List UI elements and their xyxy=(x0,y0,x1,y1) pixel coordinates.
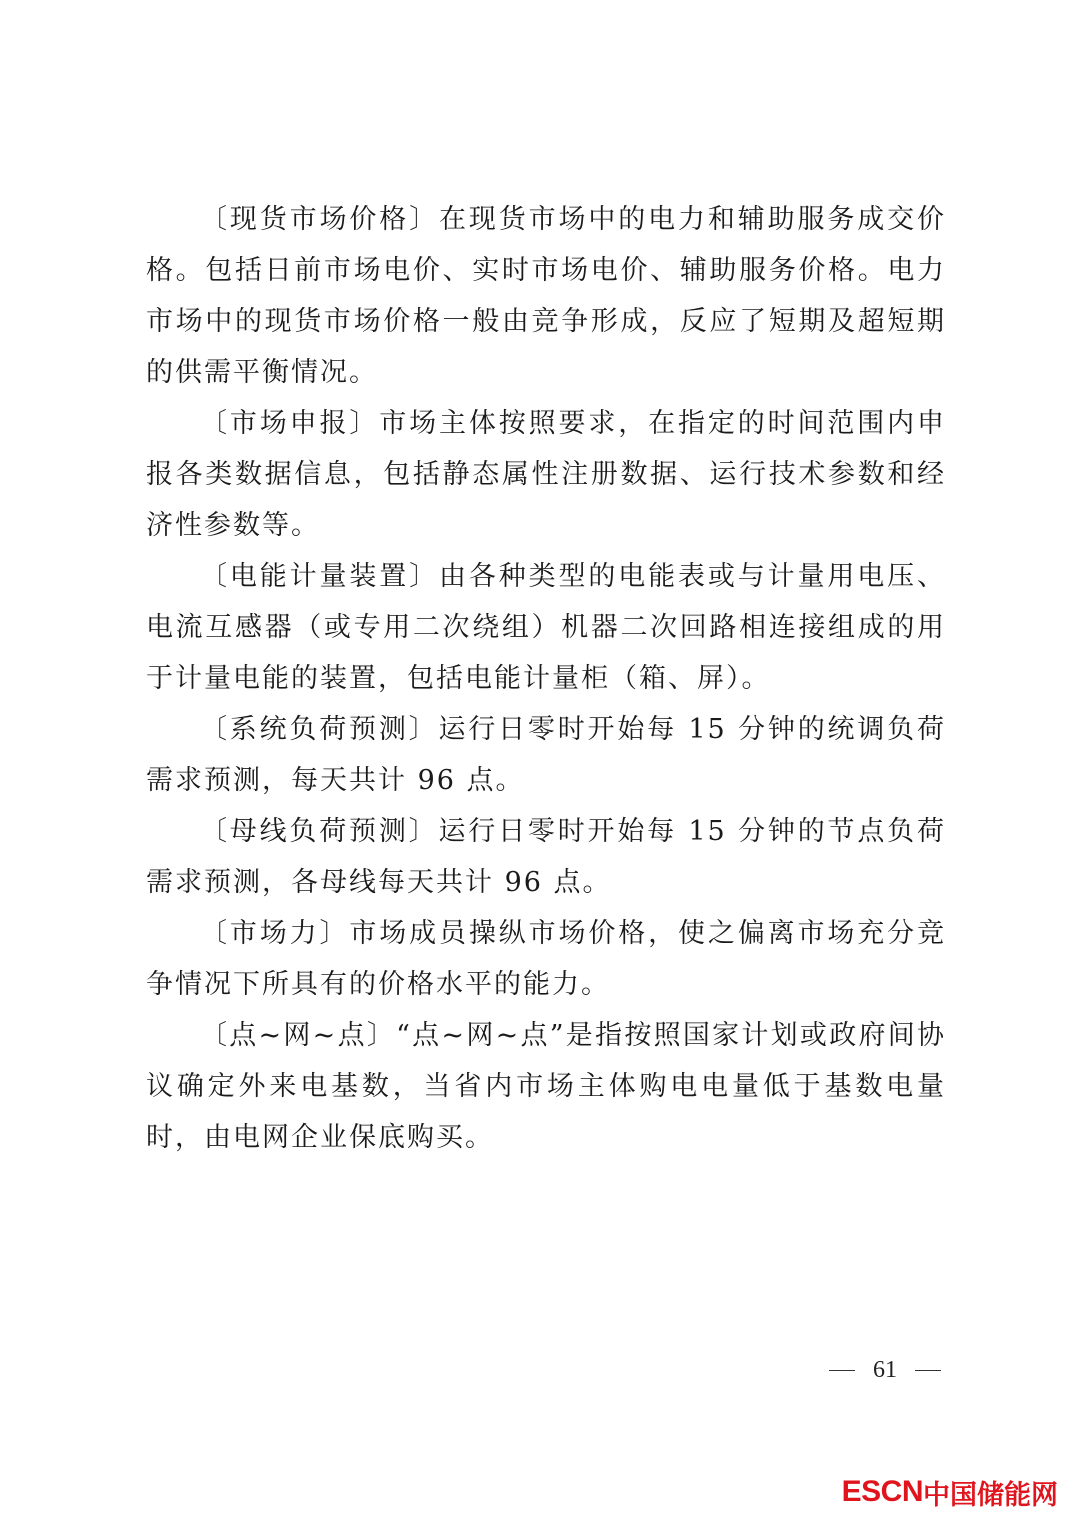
page-number-footer xyxy=(820,1352,950,1388)
right-dash xyxy=(915,1370,941,1371)
term-market-power: 〔市场力〕市场成员操纵市场价格，使之偏离市场充分竞争情况下所具有的价格水平的能力。 xyxy=(146,918,946,1000)
escn-watermark-logo xyxy=(842,1472,1058,1512)
term-system-load-forecast: 〔系统负荷预测〕运行日零时开始每 15 分钟的统调负荷需求预测，每天共计 96 点。 xyxy=(146,714,946,796)
term-energy-metering-device: 〔电能计量装置〕由各种类型的电能表或与计量用电压、电流互感器（或专用二次绕组）机器二次回路相连接组成的用于计量电能的装置，包括电能计量柜（箱、屏）。 xyxy=(146,561,946,694)
term-spot-market-price: 〔现货市场价格〕在现货市场中的电力和辅助服务成交价格。包括日前市场电价、实时市场电价、辅助服务价格。电力市场中的现货市场价格一般由竞争形成，反应了短期及超短期的供需平衡情况。 xyxy=(146,204,946,388)
watermark-chinese: 中国储能网 xyxy=(923,1479,1058,1510)
page-number: 61 xyxy=(873,1356,897,1383)
watermark-latin: ESCN xyxy=(841,1475,923,1508)
left-dash xyxy=(829,1370,855,1371)
term-market-declaration: 〔市场申报〕市场主体按照要求，在指定的时间范围内申报各类数据信息，包括静态属性注册数据、运行技术参数和经济性参数等。 xyxy=(146,408,946,541)
term-bus-load-forecast: 〔母线负荷预测〕运行日零时开始每 15 分钟的节点负荷需求预测，各母线每天共计 96 点。 xyxy=(146,816,946,898)
glossary-body xyxy=(146,194,946,1163)
term-point-grid-point: 〔点~网~点〕“点~网~点”是指按照国家计划或政府间协议确定外来电基数，当省内市场主体购电电量低于基数电量时，由电网企业保底购买。 xyxy=(146,1020,946,1153)
